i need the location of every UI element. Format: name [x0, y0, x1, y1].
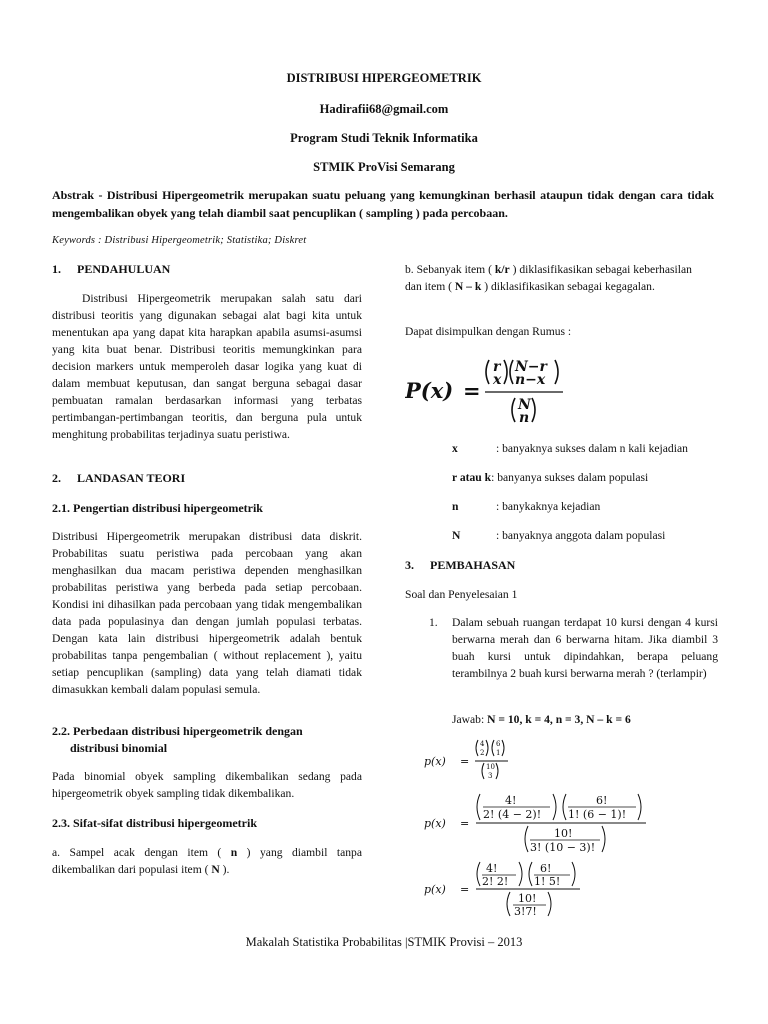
text-run: b. Sebanyak item ( — [405, 263, 495, 276]
section-1-body: Distribusi Hipergeometrik merupakan salah satu dari distribusi teoritis yang digunakan sebagai alat bagi kita untuk menentukan apa yang dapat kita harapkan apabila asumsi-asumsi yang kita buat benar. Distribusi teoritis memungkinkan para decision markers untuk memperoleh dasar logika yang kuat di dalam membuat keputusan, dan sangat berguna sebagai dasar pembuatan ramalan berdasarkan informasi yang terbatas pertimbangan-pertimbangan teoritis, dan berguna pula untuk menghitung probabilitas terjadinya suatu peristiwa. — [52, 292, 362, 441]
symbol-kr: k/r — [494, 263, 510, 276]
section-3-heading — [405, 557, 717, 574]
binom-bottom: n — [519, 410, 530, 426]
text-run: ) diklasifikasikan sebagai kegagalan. — [481, 280, 655, 293]
text-run: ) yang diambil tanpa dikembalikan dari populasi item ( — [52, 846, 362, 876]
property-b — [405, 261, 705, 295]
fraction-denominator: 2! (4 − 2)! — [483, 808, 542, 821]
section-number: 2. — [52, 471, 61, 485]
formula-equals: = — [460, 817, 470, 830]
definition-row — [452, 498, 600, 515]
property-a — [52, 844, 362, 878]
section-1-heading — [52, 261, 362, 278]
definition-row — [452, 469, 648, 486]
author-email: Hadirafii68@gmail.com — [319, 102, 449, 116]
definition-desc: : banyaknya anggota dalam populasi — [496, 529, 666, 542]
heading-line: distribusi binomial — [70, 741, 168, 755]
formula-step-2 — [424, 792, 724, 856]
fraction-denominator: 1! 5! — [534, 875, 561, 888]
section-number: 3. — [405, 558, 414, 572]
definition-desc: : banyanya sukses dalam populasi — [491, 471, 649, 484]
binom-top: N — [518, 397, 531, 413]
formula-lhs: p(x) — [424, 755, 446, 768]
text-run: ). — [219, 863, 230, 876]
paper-title: DISTRIBUSI HIPERGEOMETRIK — [286, 71, 482, 85]
definition-row — [452, 527, 665, 544]
formula-lhs: p(x) — [424, 883, 446, 896]
text-run: ) diklasifikasikan sebagai keberhasilan dan item ( — [405, 263, 692, 293]
heading-line: 2.2. Perbedaan distribusi hipergeometrik dengan — [52, 724, 303, 738]
fraction-numerator: 10! — [554, 827, 573, 840]
formula-step-1 — [424, 736, 724, 788]
fraction-numerator: 10! — [518, 892, 537, 905]
formula-equals: = — [463, 378, 481, 403]
section-2-1-body: Distribusi Hipergeometrik merupakan distribusi data diskrit. Probabilitas suatu peristiwa pada percobaan yang akan menghasilkan dua macam peristiwa dependen menghasilkan probabilitas peristiwa yang berbeda pada setiap percobaan. Kondisi ini dihasilkan pada percobaan yang tidak mengembalikan data pada populasinya dan dengan jumlah populasi terbatas. Dengan kata lain distribusi hipergeometrik adalah bentuk probabilitas tanpa pengembalian ( without replacement ), yaitu setiap pencuplikan (sampling) data yang telah diamati tidak dimasukkan kembali dalam populasi semula. — [52, 530, 362, 696]
formula-equals: = — [460, 883, 470, 896]
formula-lhs: p(x) — [424, 817, 446, 830]
page-footer: Makalah Statistika Probabilitas |STMIK Provisi – 2013 — [245, 935, 523, 949]
section-2-3-heading: 2.3. Sifat-sifat distribusi hipergeometrik — [52, 816, 257, 830]
definition-symbol: r atau k — [452, 471, 492, 484]
section-title: PEMBAHASAN — [430, 558, 516, 572]
keywords: Keywords : Distribusi Hipergeometrik; Statistika; Diskret — [52, 235, 307, 246]
binom-top: 4 — [480, 740, 485, 748]
section-2-2-heading — [52, 723, 362, 757]
fraction-denominator: 2! 2! — [482, 875, 509, 888]
binom-bottom: n−x — [515, 372, 546, 388]
fraction-numerator: 4! — [486, 862, 498, 875]
symbol-nk: N – k — [454, 280, 482, 293]
problem-text: Dalam sebuah ruangan terdapat 10 kursi dengan 4 kursi berwarna merah dan 6 berwarna hitam. Jika diambil 3 buah kursi untuk dipindahkan, berapa peluang terambilnya 2 buah kursi berwarna merah ? (terlampir) — [452, 616, 718, 680]
problem-number: 1. — [429, 616, 438, 629]
formula-lhs: P(x) — [405, 378, 454, 403]
program-name: Program Studi Teknik Informatika — [290, 131, 478, 145]
binom-bottom: 2 — [480, 749, 485, 757]
section-title: PENDAHULUAN — [77, 262, 171, 276]
fraction-denominator: 1! (6 − 1)! — [568, 808, 627, 821]
symbol-n: n — [230, 846, 238, 859]
section-2-1-heading: 2.1. Pengertian distribusi hipergeometrik — [52, 501, 263, 515]
definition-desc: : banykaknya kejadian — [496, 500, 601, 513]
binom-top: 10 — [486, 763, 495, 771]
formula-step-3 — [424, 860, 724, 920]
abstract: Abstrak - Distribusi Hipergeometrik merupakan suatu peluang yang kemungkinan berhasil ataupun tidak dengan cara tidak mengembalikan obyek yang telah diambil saat pencuplikan ( sampling ) pada percobaan. — [52, 188, 714, 220]
fraction-numerator: 4! — [505, 794, 517, 807]
binom-top: r — [493, 359, 501, 375]
section-number: 1. — [52, 262, 61, 276]
binom-bottom: 3 — [488, 772, 493, 780]
hypergeometric-formula — [405, 352, 585, 428]
answer-values: N = 10, k = 4, n = 3, N – k = 6 — [487, 713, 631, 726]
fraction-denominator: 3! (10 − 3)! — [530, 841, 596, 854]
binom-bottom: x — [493, 372, 502, 388]
section-2-heading — [52, 470, 362, 487]
definition-symbol: n — [452, 500, 459, 513]
definition-row — [452, 440, 688, 457]
definition-symbol: x — [452, 442, 458, 455]
answer-line — [452, 711, 631, 728]
subsection-title: Soal dan Penyelesaian 1 — [405, 588, 518, 601]
fraction-numerator: 6! — [596, 794, 608, 807]
institution-name: STMIK ProVisi Semarang — [313, 160, 455, 174]
definition-symbol: N — [452, 529, 461, 542]
binom-top: N−r — [515, 359, 547, 375]
rumus-intro: Dapat disimpulkan dengan Rumus : — [405, 325, 572, 338]
definition-desc: : banyaknya sukses dalam n kali kejadian — [496, 442, 688, 455]
fraction-denominator: 3!7! — [514, 905, 537, 918]
fraction-numerator: 6! — [540, 862, 552, 875]
binom-top: 6 — [496, 740, 501, 748]
section-title: LANDASAN TEORI — [77, 471, 186, 485]
section-2-2-body: Pada binomial obyek sampling dikembalikan sedang pada hipergeometrik obyek sampling tidak dikembalikan. — [52, 770, 362, 800]
symbol-N: N — [211, 863, 220, 876]
binom-bottom: 1 — [496, 749, 501, 757]
formula-equals: = — [460, 755, 470, 768]
answer-label: Jawab: — [452, 713, 488, 726]
text-run: a. Sampel acak dengan item ( — [52, 846, 231, 859]
